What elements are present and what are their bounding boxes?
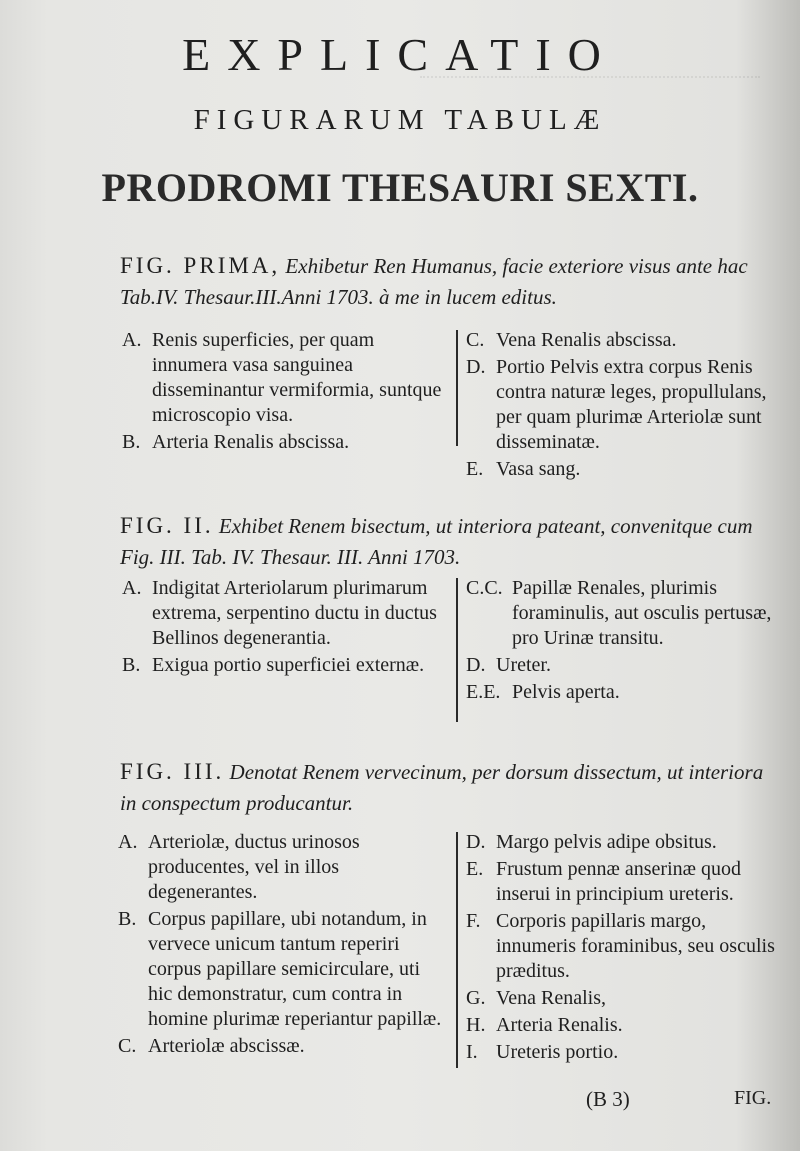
legend-item: B. Arteria Renalis abscissa. [122, 431, 350, 453]
legend-item: G. Vena Renalis, [466, 987, 606, 1009]
legend-item: A. Indigitat Arteriolarum plurimarum extrema, serpentino ductu in ductus Bellinos degenerantia. [122, 577, 437, 649]
legend-item: C.C. Papillæ Renales, plurimis foraminulis, aut osculis pertusæ, pro Urinæ transitu. [466, 577, 772, 649]
fig-2-right-column [466, 576, 780, 707]
fig-2-label: FIG. II. [120, 513, 214, 538]
title-prodromi-thesauri: PRODROMI THESAURI SEXTI. [101, 165, 699, 210]
fig-3-heading [120, 756, 780, 819]
legend-item: I. Ureteris portio. [466, 1041, 619, 1063]
fig-1-heading [120, 250, 780, 313]
fig-3-left-column [118, 830, 444, 1061]
signature-mark: (B 3) [586, 1087, 630, 1111]
fig-1-caption: Exhibetur Ren Humanus, facie exteriore visus ante hac Tab.IV. Thesaur.III.Anni 1703. à me in lucem editus. [120, 254, 748, 309]
title-explicatio: EXPLICATIO [182, 29, 618, 80]
legend-item: C. Arteriolæ abscissæ. [118, 1035, 305, 1057]
catchword: FIG. [734, 1087, 772, 1109]
legend-item: E. Frustum pennæ anserinæ quod inserui in principium ureteris. [466, 858, 741, 905]
column-divider [456, 832, 458, 1068]
legend-item: F. Corporis papillaris margo, innumeris foraminibus, seu osculis præditus. [466, 910, 775, 982]
title-figurarum-tabulae: FIGURARUM TABULÆ [193, 104, 607, 136]
fig-3-right-column [466, 830, 780, 1067]
legend-item: H. Arteria Renalis. [466, 1014, 623, 1036]
column-divider [456, 578, 458, 722]
legend-item: D. Portio Pelvis extra corpus Renis contra naturæ leges, propullulans, per quam plurimæ Arteriolæ sunt disseminatæ. [466, 356, 767, 453]
fig-1-right-column [466, 328, 780, 484]
fig-1-left-column [122, 328, 444, 457]
legend-item: C. Vena Renalis abscissa. [466, 329, 677, 351]
legend-item: B. Corpus papillare, ubi notandum, in vervece unicum tantum reperiri corpus papillare semicirculare, uti hic demonstratur, cum contra in homine plurimæ reperiantur papillæ. [118, 908, 442, 1030]
legend-item: B. Exigua portio superficiei externæ. [122, 654, 425, 676]
legend-item: D. Margo pelvis adipe obsitus. [466, 831, 717, 853]
fig-1-label: FIG. PRIMA, [120, 253, 281, 278]
legend-item: A. Renis superficies, per quam innumera vasa sanguinea disseminantur vermiformia, suntque microscopio visa. [122, 329, 442, 426]
legend-item: A. Arteriolæ, ductus urinosos producentes, vel in illos degenerantes. [118, 831, 360, 903]
legend-item: D. Ureter. [466, 654, 551, 676]
column-divider [456, 330, 458, 446]
fig-3-label: FIG. III. [120, 759, 225, 784]
fig-2-heading [120, 510, 780, 573]
fig-3-caption: Denotat Renem vervecinum, per dorsum dissectum, ut interiora in conspectum producantur. [120, 760, 764, 815]
fig-2-caption: Exhibet Renem bisectum, ut interiora pateant, convenitque cum Fig. III. Tab. IV. Thesaur. III. Anni 1703. [120, 514, 753, 569]
fig-2-left-column [122, 576, 444, 680]
legend-item: E. Vasa sang. [466, 458, 581, 480]
legend-item: E.E. Pelvis aperta. [466, 681, 620, 703]
